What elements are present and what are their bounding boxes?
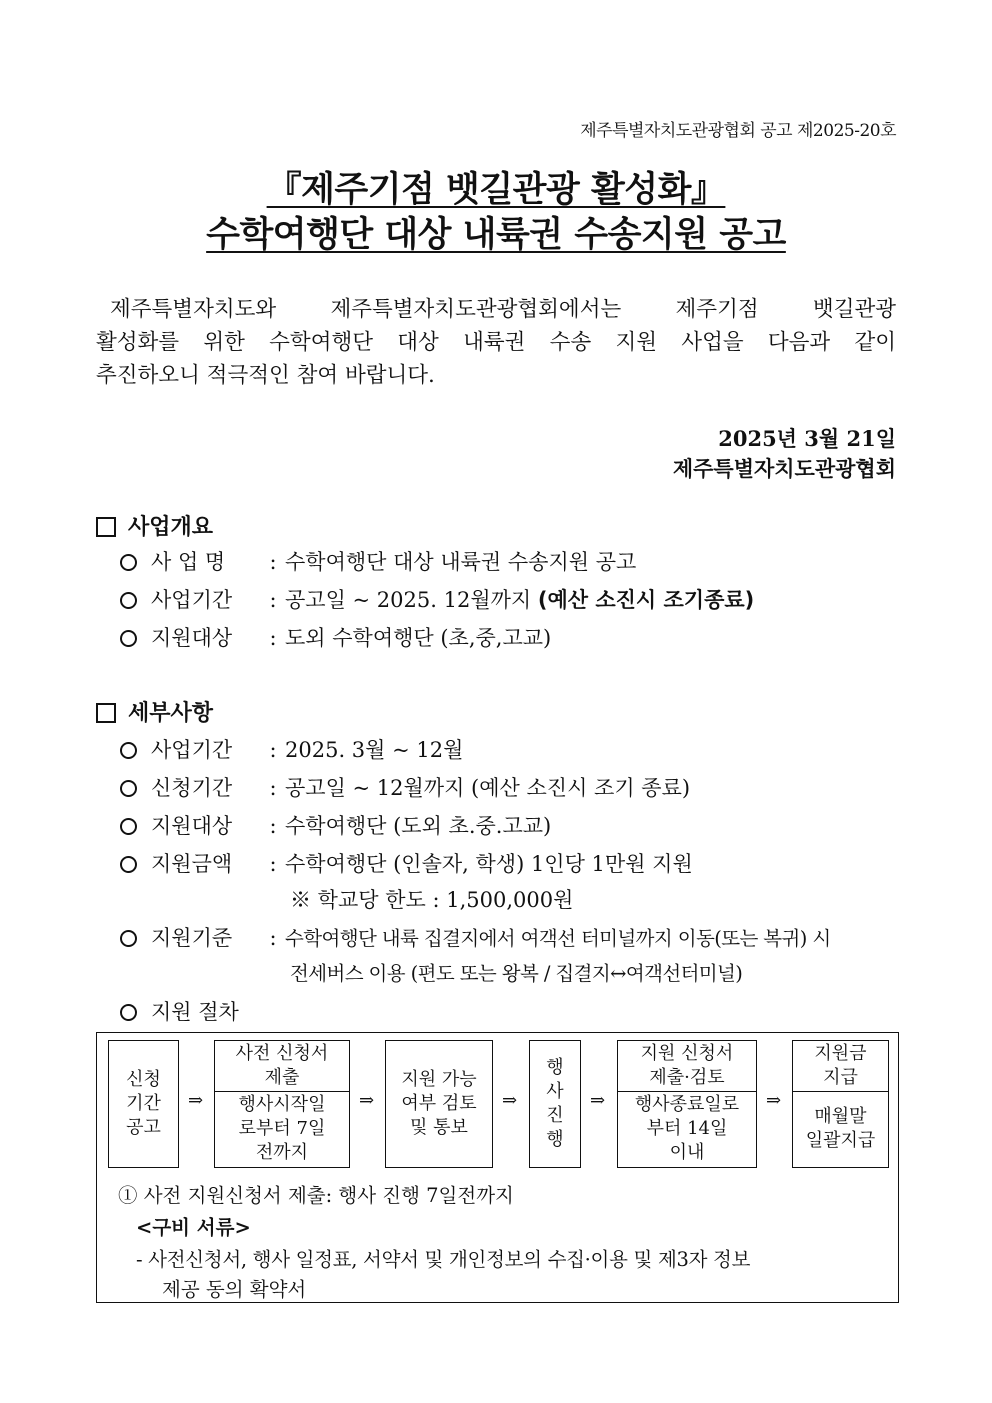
flow-step-event <box>529 1040 581 1168</box>
flow-arrow-icon: ⇒ <box>502 1090 518 1111</box>
item-label: 사업기간 <box>151 588 233 612</box>
flow-step-review <box>385 1040 493 1168</box>
organization-name: 제주특별자치도관광협회 <box>672 456 896 481</box>
announcement-date: 2025년 3월 21일 <box>718 426 896 451</box>
item-label: 지원 절차 <box>151 1000 239 1024</box>
detail-item: 신청기간 : 공고일 ~ 12월까지 (예산 소진시 조기 종료) <box>120 772 690 802</box>
circle-bullet-icon <box>120 630 137 647</box>
item-label: 지원금액 <box>151 852 233 876</box>
section-title: 사업개요 <box>128 515 214 540</box>
item-value: 수학여행단 (도외 초.중.고교) <box>285 814 552 838</box>
flow-step-text: 지원 신청서 제출·검토 <box>640 1043 734 1088</box>
item-value: 수학여행단 (인솔자, 학생) 1인당 1만원 지원 <box>285 852 693 876</box>
item-value: 수학여행단 대상 내륙권 수송지원 공고 <box>285 550 637 574</box>
item-value: 공고일 ~ 2025. 12월까지 <box>285 588 538 612</box>
circle-bullet-icon <box>120 592 137 609</box>
item-value: 공고일 ~ 12월까지 (예산 소진시 조기 종료) <box>285 776 691 800</box>
circle-bullet-icon <box>120 856 137 873</box>
circle-bullet-icon <box>120 1004 137 1021</box>
flow-step-subtext: 매월말 일괄지급 <box>805 1106 876 1151</box>
overview-item: 지원대상 : 도외 수학여행단 (초,중,고교) <box>120 622 551 652</box>
detail-item: 지원대상 : 수학여행단 (도외 초.중.고교) <box>120 810 551 840</box>
intro-line-2: 활성화를 위한 수학여행단 대상 내륙권 수송 지원 사업을 다음과 같이 <box>96 330 896 355</box>
section-heading-details <box>96 696 213 727</box>
required-docs-line-1: - 사전신청서, 행사 일정표, 서약서 및 개인정보의 수집·이용 및 제3자 정보 <box>136 1248 751 1271</box>
limit-note: ※ 학교당 한도 : 1,500,000원 <box>290 888 574 912</box>
flow-step-payment <box>792 1040 889 1168</box>
flow-arrow-icon: ⇒ <box>359 1090 375 1111</box>
required-docs-heading: <구비 서류> <box>136 1216 251 1239</box>
item-label: 지원대상 <box>151 626 233 650</box>
title-line-1: 『제주기점 뱃길관광 활성화』 <box>266 170 726 210</box>
item-value: 도외 수학여행단 (초,중,고교) <box>285 626 552 650</box>
flow-arrow-icon: ⇒ <box>590 1090 606 1111</box>
square-bullet-icon <box>96 517 116 537</box>
flow-step-subtext: 행사종료일로 부터 14일 이내 <box>634 1094 740 1163</box>
required-docs-line-2: 제공 동의 확약서 <box>162 1278 307 1301</box>
flow-step-pre-application <box>214 1040 350 1168</box>
intro-line-3: 추진하오니 적극적인 참여 바랍니다. <box>96 363 435 388</box>
flow-arrow-icon: ⇒ <box>188 1090 204 1111</box>
circle-bullet-icon <box>120 742 137 759</box>
circle-bullet-icon <box>120 780 137 797</box>
criteria-line-2: 전세버스 이용 (편도 또는 왕복 / 집결지↔여객선터미널) <box>290 962 743 985</box>
section-title: 세부사항 <box>128 701 214 726</box>
flow-step-text: 행 사 진 행 <box>546 1057 564 1150</box>
flow-step-application <box>617 1040 757 1168</box>
item-value: 2025. 3월 ~ 12월 <box>285 738 464 762</box>
overview-item: 사업기간 : 공고일 ~ 2025. 12월까지 (예산 소진시 조기종료) <box>120 584 754 614</box>
procedure-item <box>120 996 239 1026</box>
square-bullet-icon <box>96 703 116 723</box>
item-label: 사업기간 <box>151 738 233 762</box>
intro-paragraph <box>96 293 896 392</box>
flow-step-text: 지원금 지급 <box>814 1043 867 1088</box>
intro-line-1: 제주특별자치도와 제주특별자치도관광협회에서는 제주기점 뱃길관광 <box>110 297 896 322</box>
criteria-item: 지원기준 : 수학여행단 내륙 집결지에서 여객선 터미널까지 이동(또는 복귀) 시 <box>120 922 900 952</box>
flow-arrow-icon: ⇒ <box>766 1090 782 1111</box>
overview-item: 사 업 명 : 수학여행단 대상 내륙권 수송지원 공고 <box>120 546 636 576</box>
section-heading-overview <box>96 510 213 541</box>
item-label: 신청기간 <box>151 776 233 800</box>
detail-item: 지원금액 : 수학여행단 (인솔자, 학생) 1인당 1만원 지원 <box>120 848 693 878</box>
flow-step-text: 사전 신청서 제출 <box>235 1043 329 1088</box>
pre-application-note: ① 사전 지원신청서 제출: 행사 진행 7일전까지 <box>118 1184 514 1207</box>
item-label: 지원대상 <box>151 814 233 838</box>
detail-item: 사업기간 : 2025. 3월 ~ 12월 <box>120 734 463 764</box>
flow-step-text: 신청 기간 공고 <box>126 1069 161 1138</box>
item-label: 지원기준 <box>151 926 233 950</box>
circle-bullet-icon <box>120 818 137 835</box>
flow-step-subtext: 행사시작일 로부터 7일 전까지 <box>238 1094 326 1163</box>
announcement-number: 제주특별자치도관광협회 공고 제2025-20호 <box>580 121 896 141</box>
title-line-2: 수학여행단 대상 내륙권 수송지원 공고 <box>206 215 786 255</box>
circle-bullet-icon <box>120 554 137 571</box>
flow-step-text: 지원 가능 여부 검토 및 통보 <box>401 1069 477 1138</box>
item-emphasis: (예산 소진시 조기종료) <box>537 588 755 612</box>
circle-bullet-icon <box>120 930 137 947</box>
item-label: 사 업 명 <box>151 550 226 574</box>
criteria-line-1: 수학여행단 내륙 집결지에서 여객선 터미널까지 이동(또는 복귀) 시 <box>285 927 831 950</box>
flow-step-announce <box>108 1040 179 1168</box>
